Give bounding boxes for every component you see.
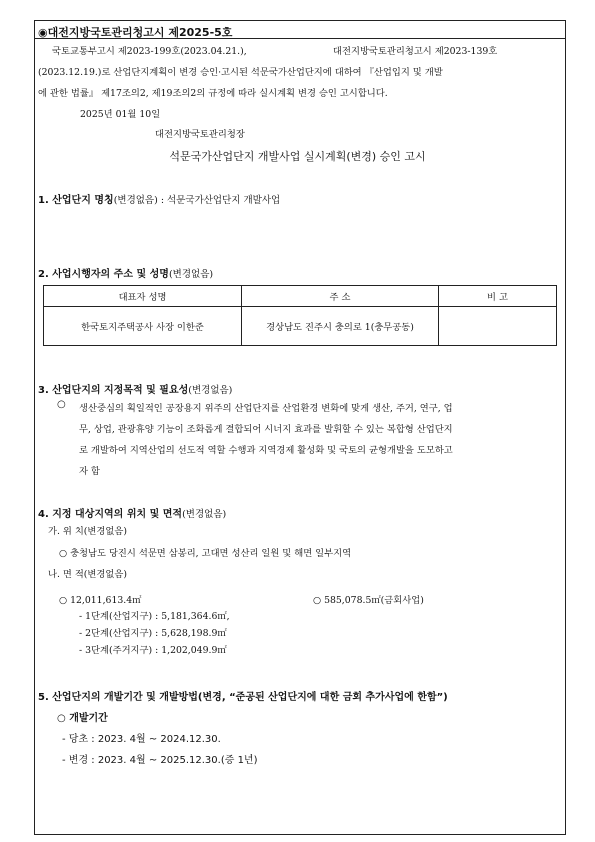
table-header-cell: 주 소 bbox=[242, 286, 439, 307]
section-3-note: (변경없음) bbox=[188, 385, 233, 396]
section-3-line-2: 무, 상업, 관광휴양 기능이 조화롭게 결합되어 시너지 효과를 발휘할 수 있는 복합형 산업단지 bbox=[79, 424, 453, 435]
section-3-heading: 3. 산업단지의 지정목적 및 필요성 bbox=[38, 385, 189, 396]
table-header-row bbox=[44, 286, 557, 307]
notice-header bbox=[38, 24, 232, 40]
section-2-heading: 2. 사업시행자의 주소 및 성명 bbox=[38, 269, 169, 280]
period-original: - 당초 : 2023. 4월 ~ 2024.12.30. bbox=[62, 734, 221, 745]
intro-line-1b: 대전지방국토관리청고시 제2023-139호 bbox=[333, 46, 498, 57]
document-title: 석문국가산업단지 개발사업 실시계획(변경) 승인 고시 bbox=[169, 150, 426, 163]
intro-line-3: 에 관한 법률』 제17조의2, 제19조의2의 규정에 따라 실시계획 변경 승인 고시합니다. bbox=[38, 88, 388, 99]
notice-number: 대전지방국토관리청고시 제2025-5호 bbox=[47, 26, 233, 39]
section-2-note: (변경없음) bbox=[168, 269, 214, 280]
section-1-heading: 1. 산업단지 명칭 bbox=[38, 195, 114, 206]
area-subheading: 나. 면 적(변경없음) bbox=[48, 569, 127, 580]
notice-date: 2025년 01월 10일 bbox=[80, 109, 161, 120]
area-current-project: ○ 585,078.5㎡(금회사업) bbox=[313, 595, 424, 606]
header-marker-icon: ◉ bbox=[38, 26, 48, 39]
location-subheading: 가. 위 치(변경없음) bbox=[48, 526, 127, 537]
section-1 bbox=[38, 188, 280, 207]
section-4 bbox=[38, 502, 226, 521]
section-4-note: (변경없음) bbox=[182, 509, 227, 520]
section-3 bbox=[38, 378, 232, 397]
phase-2-area: - 2단계(산업지구) : 5,628,198.9㎡ bbox=[79, 628, 227, 639]
section-1-note: (변경없음) : 석문국가산업단지 개발사업 bbox=[113, 195, 281, 206]
table-header-cell: 비 고 bbox=[439, 286, 557, 307]
development-period-label: ○ 개발기간 bbox=[57, 713, 108, 724]
table-cell: 경상남도 진주시 충의로 1(충무공동) bbox=[242, 307, 439, 346]
section-3-line-1: 생산중심의 획일적인 공장용지 위주의 산업단지를 산업환경 변화에 맞게 생산, 주거, 연구, 업 bbox=[79, 403, 453, 414]
intro-line-2: (2023.12.19.)로 산업단지계획이 변경 승인·고시된 석문국가산업단지에 대하여 『산업입지 및 개발 bbox=[38, 67, 443, 78]
issuer-name: 대전지방국토관리청장 bbox=[155, 129, 245, 140]
section-3-bullet-icon: ○ bbox=[57, 399, 66, 410]
section-5-heading: 5. 산업단지의 개발기간 및 개발방법(변경, “준공된 산업단지에 대한 금회 추가사업에 한함”) bbox=[38, 692, 448, 703]
period-changed: - 변경 : 2023. 4월 ~ 2025.12.30.(증 1년) bbox=[62, 755, 258, 766]
intro-line-1a: 국토교통부고시 제2023-199호(2023.04.21.), bbox=[52, 46, 247, 57]
section-4-heading: 4. 지정 대상지역의 위치 및 면적 bbox=[38, 509, 183, 520]
operator-table bbox=[43, 285, 557, 346]
table-header-cell: 대표자 성명 bbox=[44, 286, 242, 307]
table-cell bbox=[439, 307, 557, 346]
section-2 bbox=[38, 262, 213, 281]
section-3-line-3: 로 개발하여 지역산업의 선도적 역할 수행과 지역경제 활성화 및 국토의 균형개발을 도모하고 bbox=[79, 445, 453, 456]
table-cell: 한국토지주택공사 사장 이한준 bbox=[44, 307, 242, 346]
phase-3-area: - 3단계(주거지구) : 1,202,049.9㎡ bbox=[79, 645, 227, 656]
section-3-line-4: 자 함 bbox=[79, 466, 100, 477]
table-row bbox=[44, 307, 557, 346]
location-text: ○ 충청남도 당진시 석문면 삼봉리, 고대면 성산리 일원 및 해면 일부지역 bbox=[59, 548, 352, 559]
phase-1-area: - 1단계(산업지구) : 5,181,364.6㎡, bbox=[79, 611, 230, 622]
area-total: ○ 12,011,613.4㎡ bbox=[59, 595, 142, 606]
